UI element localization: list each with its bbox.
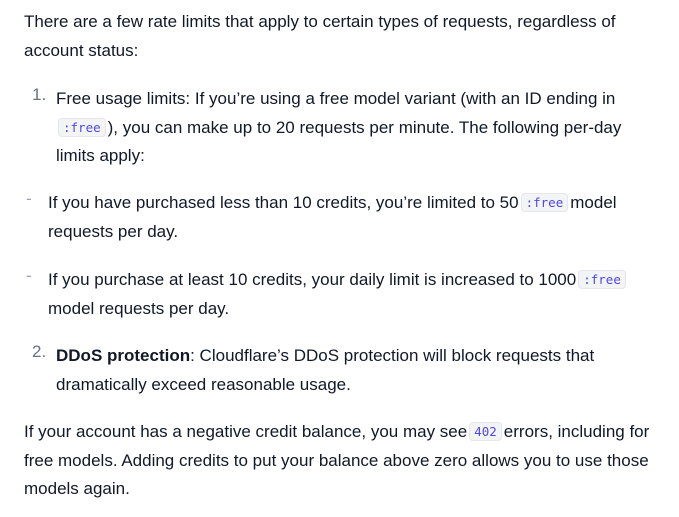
bullet-dash: - (26, 189, 32, 208)
bullet-dash: - (26, 266, 32, 285)
outro-line3: models again. (24, 479, 130, 498)
list-item-under-10-credits (24, 189, 664, 246)
bullet1-text-b: model (570, 193, 617, 212)
item2-text: : Cloudflare’s DDoS protection will block requests that (190, 346, 595, 365)
ddos-heading: DDoS protection (56, 346, 191, 365)
bullet2-line2: model requests per day. (48, 298, 230, 318)
intro-paragraph (24, 8, 664, 65)
free-code: :free (521, 193, 569, 212)
bullet2-text-a: If you purchase at least 10 credits, your daily limit is increased to 1000 (48, 270, 577, 289)
bullet1-text-a: If you have purchased less than 10 credits, you’re limited to 50 (48, 193, 519, 212)
list-item-over-10-credits (24, 266, 664, 323)
list-number: 1. (32, 85, 47, 104)
list-item-free-usage (24, 85, 664, 171)
item1-text-c: limits apply: (56, 146, 145, 165)
list-item-ddos (24, 342, 664, 399)
item1-text-a: Free usage limits: If you’re using a free model variant (with an ID ending in (56, 89, 616, 108)
free-code: :free (578, 270, 626, 289)
item2-line2: dramatically exceed reasonable usage. (56, 374, 351, 394)
error-code: 402 (469, 422, 502, 441)
outro-text-b: errors, including for (503, 422, 650, 441)
outro-line2: free models. Adding credits to put your balance above zero allows you to use those (24, 450, 649, 470)
outro-text-a: If your account has a negative credit balance, you may see (24, 422, 468, 441)
outro-paragraph (24, 418, 672, 504)
item1-text-b: ), you can make up to 20 requests per minute. The following per-day (107, 117, 622, 137)
intro-text: There are a few rate limits that apply to certain types of requests, regardless of account status: (24, 12, 616, 60)
list-number: 2. (32, 342, 47, 361)
bullet1-line2: requests per day. (48, 221, 179, 241)
free-code: :free (58, 118, 106, 137)
